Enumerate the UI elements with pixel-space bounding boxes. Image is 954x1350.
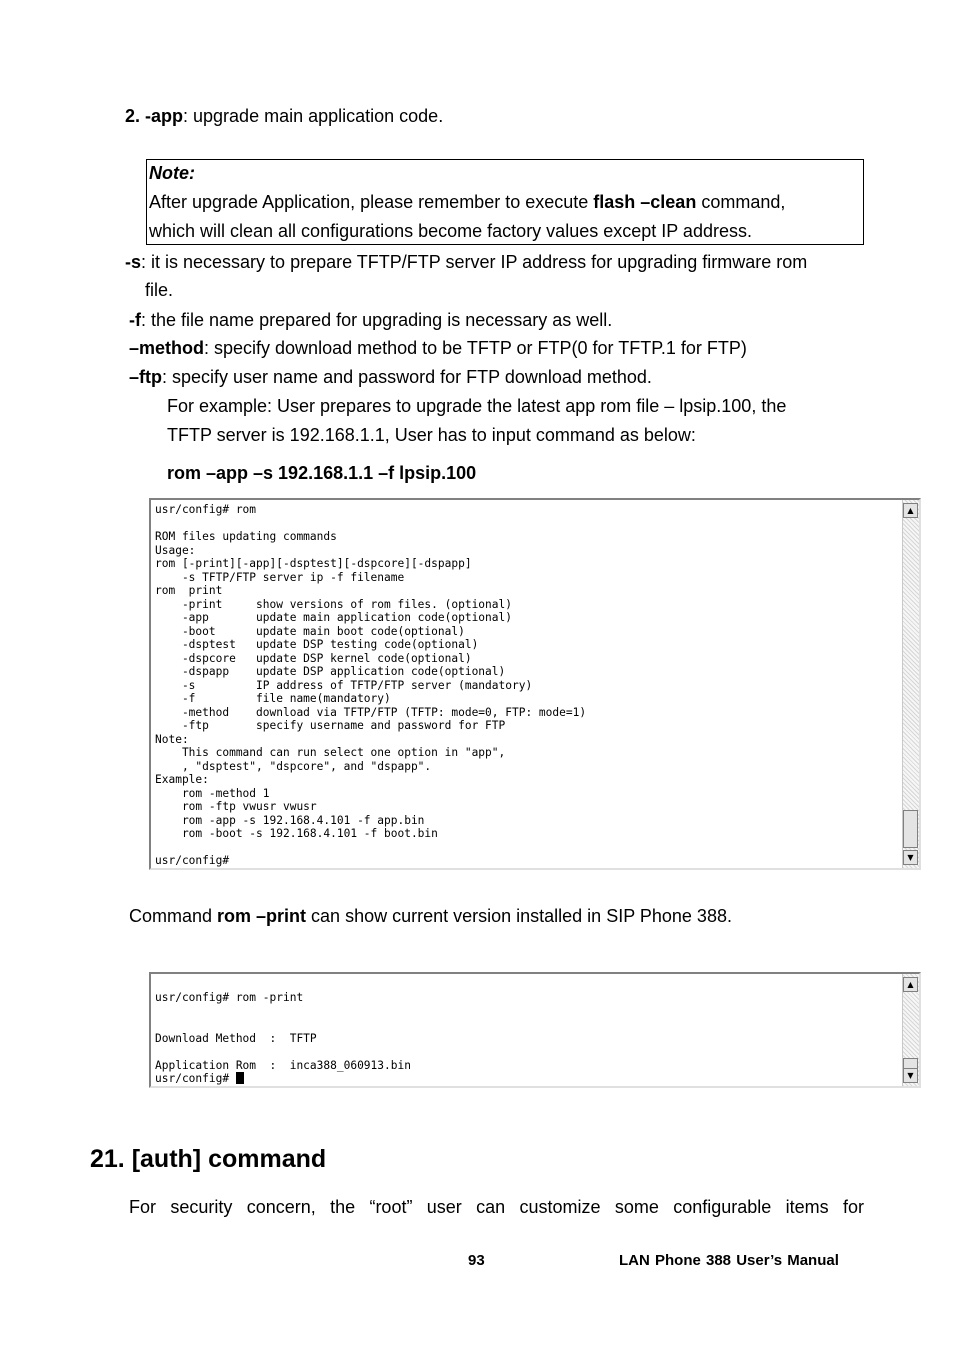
- param-s-line: [125, 251, 807, 273]
- terminal-scrollbar[interactable]: [902, 974, 919, 1086]
- terminal-scrollbar[interactable]: [902, 500, 919, 868]
- terminal-window-rom-help: [149, 498, 921, 870]
- terminal-output: [155, 503, 586, 868]
- param-s-flag: -s: [125, 252, 142, 272]
- note-flash-clean-command: flash –clean: [593, 192, 697, 212]
- terminal-rom-print-text: usr/config# rom -print Download Method : TFTP Application Rom : inca388_060913.bin: [155, 991, 411, 1072]
- rom-print-paragraph: [129, 905, 732, 927]
- page-number: 93: [468, 1252, 485, 1269]
- app-option-flag: -app: [145, 106, 184, 126]
- note-box: [146, 159, 864, 245]
- param-f-flag: -f: [129, 310, 141, 330]
- example-line-2: TFTP server is 192.168.1.1, User has to input command as below:: [167, 425, 696, 445]
- scrollbar-thumb[interactable]: [903, 810, 918, 848]
- scroll-up-arrow-icon[interactable]: ▲: [903, 503, 918, 518]
- terminal-rom-help-text: usr/config# rom ROM files updating commands Usage: rom [-print][-app][-dsptest][-dspcore][-dspapp] -s TFTP/FTP server ip -f filename rom print -print show versions of rom files. (optional) -app update main application code(optional) -boot update main boot code(optional) -dsptest update DSP testing code(optional) -dspcore update DSP kernel code(optional) -dspapp update DSP application code(optional) -s IP address of TFTP/FTP server (mandatory) -f file name(mandatory) -method download via TFTP/FTP (TFTP: mode=0, FTP: mode=1) -ftp specify username and password for FTP Note: This command can run select one option in "app", , "dsptest", "dspcore", and "dspapp". Example: rom -method 1 rom -ftp vwusr vwusr rom -app -s 192.168.4.101 -f app.bin rom -boot -s 192.168.4.101 -f boot.bin usr/config#: [155, 503, 587, 867]
- note-line-2: which will clean all configurations become factory values except IP address.: [149, 221, 752, 241]
- app-option-number: 2.: [125, 106, 146, 126]
- param-method-flag: –method: [129, 338, 205, 358]
- text-cursor-icon: [236, 1072, 244, 1084]
- terminal-window-rom-print: [149, 972, 921, 1088]
- param-f-desc: : the file name prepared for upgrading is necessary as well.: [141, 310, 613, 330]
- terminal-prompt: usr/config#: [155, 1072, 236, 1085]
- auth-intro-paragraph: For security concern, the “root” user can customize some configurable items for: [129, 1197, 864, 1217]
- rom-print-pre: Command: [129, 906, 218, 926]
- note-line-1: [149, 192, 785, 213]
- param-s-desc-cont: file.: [145, 280, 174, 300]
- param-ftp-flag: –ftp: [129, 367, 162, 387]
- param-f-line: [129, 309, 612, 331]
- param-method-desc: : specify download method to be TFTP or FTP(0 for TFTP.1 for FTP): [204, 338, 747, 358]
- terminal-output: [155, 991, 411, 1086]
- param-ftp-desc: : specify user name and password for FTP download method.: [162, 367, 652, 387]
- scroll-up-arrow-icon[interactable]: ▲: [903, 977, 918, 992]
- note-line-1-post: command,: [696, 192, 786, 212]
- note-title: Note:: [149, 163, 195, 183]
- example-line-1: For example: User prepares to upgrade the latest app rom file – lpsip.100, the: [167, 396, 787, 416]
- scroll-down-arrow-icon[interactable]: ▼: [903, 850, 918, 865]
- rom-print-post: can show current version installed in SIP Phone 388.: [306, 906, 732, 926]
- param-method-line: [129, 337, 747, 359]
- scroll-down-arrow-icon[interactable]: ▼: [903, 1068, 918, 1083]
- note-line-1-pre: After upgrade Application, please remember to execute: [149, 192, 594, 212]
- app-option-line: [125, 105, 443, 127]
- app-option-desc: : upgrade main application code.: [183, 106, 444, 126]
- manual-title: LAN Phone 388 User’s Manual: [619, 1252, 839, 1269]
- example-command: rom –app –s 192.168.1.1 –f lpsip.100: [167, 463, 477, 483]
- rom-print-command: rom –print: [217, 906, 307, 926]
- terminal-prompt-line: [155, 1072, 411, 1086]
- param-s-desc: : it is necessary to prepare TFTP/FTP server IP address for upgrading firmware rom: [141, 252, 808, 272]
- param-ftp-line: [129, 366, 652, 388]
- section-heading-auth-command: 21. [auth] command: [90, 1145, 327, 1173]
